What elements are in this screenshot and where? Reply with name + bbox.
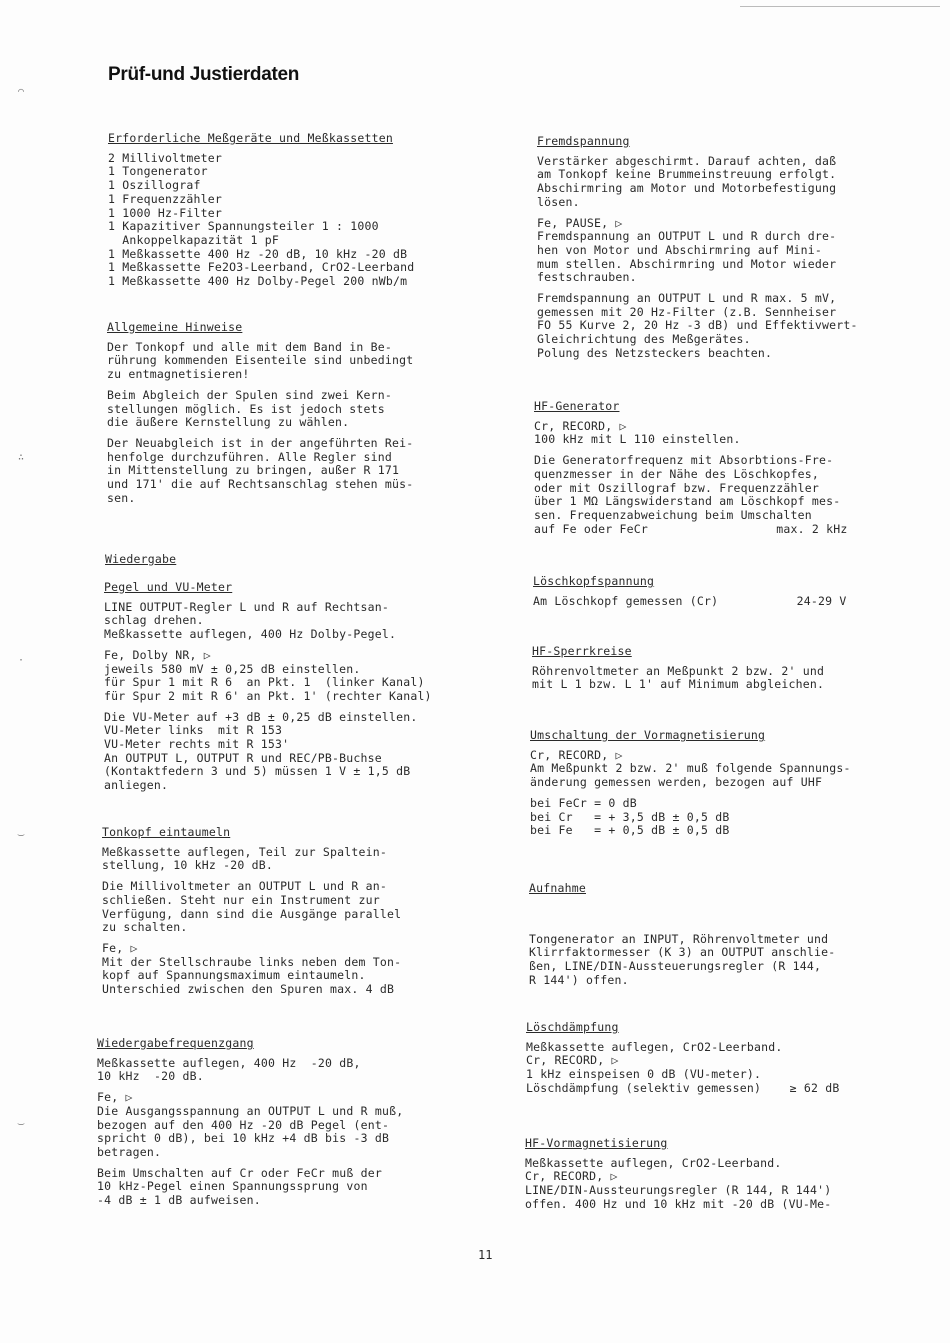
paragraph: Verstärker abgeschirmt. Darauf achten, daß am Tonkopf keine Brummeinstreuung erfolgt. Abschirmring am Motor und Motorbefestigung lösen. bbox=[537, 153, 837, 209]
section-heading: Fremdspannung bbox=[537, 134, 630, 148]
paragraph: Fe, Dolby NR, ▷ jeweils 580 mV ± 0,25 dB einstellen. für Spur 1 mit R 6 an Pkt. 1 (linker Kanal) für Spur 2 mit R 6' an Pkt. 1' (rechter Kanal) bbox=[104, 647, 432, 703]
margin-mark: ‿ bbox=[18, 1115, 25, 1126]
paragraph: Die Generatorfrequenz mit Absorbtions-Fre- quenzmesser in der Nähe des Löschkopfes, oder mit Oszillograf bzw. Frequenzzähler über 1 MΩ Längswiderstand am Löschkopf mes- sen. Frequenzabweichung beim Umschalten auf Fe oder FeCr max. 2 kHz bbox=[534, 453, 848, 536]
margin-mark: ‿ bbox=[18, 826, 25, 837]
paragraph: 2 Millivoltmeter 1 Tongenerator 1 Oszillograf 1 Frequenzzähler 1 1000 Hz-Filter 1 Kapazitiver Spannungsteiler 1 : 1000 Ankoppelkapazität 1 pF 1 Meßkassette 400 Hz -20 dB, 10 kHz -20 dB 1 Meßkassette Fe2O3-Leerband, CrO2-Leerband 1 Meßkassette 400 Hz Dolby-Pegel 200 nWb/m bbox=[108, 150, 415, 289]
top-edge-line bbox=[740, 6, 940, 7]
section-general-notes bbox=[107, 321, 413, 512]
paragraph-spacer bbox=[529, 902, 835, 926]
section-hf-bias bbox=[525, 1137, 831, 1219]
margin-mark: ∴ bbox=[18, 452, 25, 463]
section-erase-attenuation bbox=[526, 1021, 839, 1103]
paragraph: Der Neuabgleich ist in der angeführten Rei- henfolge durchzuführen. Alle Regler sind in Mittenstellung zu bringen, außer R 171 und 171' die auf Rechtsanschlag stehen müs- sen. bbox=[107, 435, 414, 505]
section-level-vu-meter bbox=[104, 581, 432, 800]
paragraph: Fremdspannung an OUTPUT L und R max. 5 mV, gemessen mit 20 Hz-Filter (z.B. Sennheiser FO 55 Kurve 2, 20 Hz -3 dB) und Effektivwert- Gleichrichtung des Meßgerätes. Polung des Netzsteckers beachten. bbox=[537, 291, 858, 360]
section-heading: Pegel und VU-Meter bbox=[104, 580, 233, 594]
paragraph: Die VU-Meter auf +3 dB ± 0,25 dB einstellen. VU-Meter links mit R 153 VU-Meter rechts mit R 153' An OUTPUT L, OUTPUT R und REC/PB-Buchse (Kontaktfedern 3 und 5) müssen 1 V ± 1,5 dB anliegen. bbox=[104, 709, 418, 793]
section-heading: Wiedergabe bbox=[105, 552, 177, 566]
section-playback-frequency-response bbox=[97, 1037, 403, 1215]
paragraph: Fe, ▷ Die Ausgangsspannung an OUTPUT L und R muß, bezogen auf den 400 Hz -20 dB Pegel (ent- spricht 0 dB), bei 10 kHz +4 dB bis -3 dB betragen. bbox=[97, 1090, 404, 1159]
section-recording bbox=[529, 882, 835, 995]
paragraph: LINE OUTPUT-Regler L und R auf Rechtsan- schlag drehen. Meßkassette auflegen, 400 Hz Dolby-Pegel. bbox=[104, 599, 397, 642]
section-playback bbox=[105, 553, 176, 573]
paragraph: Fe, ▷ Mit der Stellschraube links neben dem Ton- kopf auf Spannungsmaximum eintaumeln. Unterschied zwischen den Spuren max. 4 dB bbox=[102, 940, 402, 997]
paragraph: Meßkassette auflegen, CrO2-Leerband. Cr, RECORD, ▷ LINE/DIN-Aussteurungsregler (R 144, R 144') offen. 400 Hz und 10 kHz mit -20 dB (VU-Me- bbox=[525, 1155, 832, 1211]
paragraph: Cr, RECORD, ▷ 100 kHz mit L 110 einstellen. bbox=[534, 418, 741, 447]
section-heading: Löschdämpfung bbox=[526, 1020, 619, 1034]
section-heading: Wiedergabefrequenzgang bbox=[97, 1036, 254, 1050]
paragraph: Die Millivoltmeter an OUTPUT L und R an- schließen. Steht nur ein Instrument zur Verfügung, dann sind die Ausgänge parallel zu schalten. bbox=[102, 879, 402, 935]
section-heading: HF-Vormagnetisierung bbox=[525, 1136, 668, 1150]
paragraph: Tongenerator an INPUT, Röhrenvoltmeter und Klirrfaktormesser (K 3) an OUTPUT anschlie- ßen, LINE/DIN-Aussteuerungsregler (R 144, R 144') offen. bbox=[529, 931, 836, 987]
paragraph: Der Tonkopf und alle mit dem Band in Be- rührung kommenden Eisenteile sind unbedingt zu entmagnetisieren! bbox=[107, 339, 414, 382]
section-head-azimuth bbox=[102, 826, 401, 1004]
paragraph: bei FeCr = 0 dB bei Cr = + 3,5 dB ± 0,5 dB bei Fe = + 0,5 dB ± 0,5 dB bbox=[530, 795, 730, 838]
section-measuring-equipment bbox=[108, 132, 414, 296]
section-heading: Aufnahme bbox=[529, 881, 586, 895]
section-hf-generator bbox=[534, 400, 847, 543]
paragraph: Beim Umschalten auf Cr oder FeCr muß der 10 kHz-Pegel einen Spannungssprung von -4 dB ± 1 dB aufweisen. bbox=[97, 1165, 382, 1208]
page-title: Prüf-und Justierdaten bbox=[108, 64, 300, 85]
section-heading: Löschkopfspannung bbox=[533, 574, 655, 588]
paragraph: Meßkassette auflegen, 400 Hz -20 dB, 10 kHz -20 dB. bbox=[97, 1055, 361, 1084]
section-heading: Allgemeine Hinweise bbox=[107, 320, 243, 334]
section-heading: Erforderliche Meßgeräte und Meßkassetten bbox=[108, 131, 393, 145]
section-heading: Tonkopf eintaumeln bbox=[102, 825, 231, 839]
section-hf-trap-circuits bbox=[532, 645, 824, 699]
paragraph: Röhrenvoltmeter an Meßpunkt 2 bzw. 2' und mit L 1 bzw. L 1' auf Minimum abgleichen. bbox=[532, 663, 825, 692]
paragraph: Am Löschkopf gemessen (Cr) 24-29 V bbox=[533, 593, 847, 608]
margin-mark: ⌒ bbox=[18, 86, 25, 97]
page-number: 11 bbox=[478, 1248, 493, 1262]
paragraph: Fe, PAUSE, ▷ Fremdspannung an OUTPUT L und R durch dre- hen von Motor und Abschirmring auf Mini- mum stellen. Abschirmring und Motor wieder festschrauben. bbox=[537, 215, 837, 285]
section-bias-switching bbox=[530, 729, 851, 845]
section-heading: Umschaltung der Vormagnetisierung bbox=[530, 728, 766, 742]
margin-mark: · bbox=[18, 655, 25, 666]
paragraph: Meßkassette auflegen, Teil zur Spaltein- stellung, 10 kHz -20 dB. bbox=[102, 844, 387, 873]
section-heading: HF-Sperrkreise bbox=[532, 644, 632, 658]
paragraph: Cr, RECORD, ▷ Am Meßpunkt 2 bzw. 2' muß folgende Spannungs- änderung gemessen werden, bezogen auf UHF bbox=[530, 747, 851, 790]
section-noise-voltage bbox=[537, 135, 858, 368]
paragraph: Meßkassette auflegen, CrO2-Leerband. Cr, RECORD, ▷ 1 kHz einspeisen 0 dB (VU-meter). Löschdämpfung (selektiv gemessen) ≥ 62 dB bbox=[526, 1039, 840, 1095]
paragraph: Beim Abgleich der Spulen sind zwei Kern- stellungen möglich. Es ist jedoch stets die äußere Kernstellung zu wählen. bbox=[107, 387, 392, 430]
section-erase-head-voltage bbox=[533, 575, 846, 615]
section-heading: HF-Generator bbox=[534, 399, 620, 413]
